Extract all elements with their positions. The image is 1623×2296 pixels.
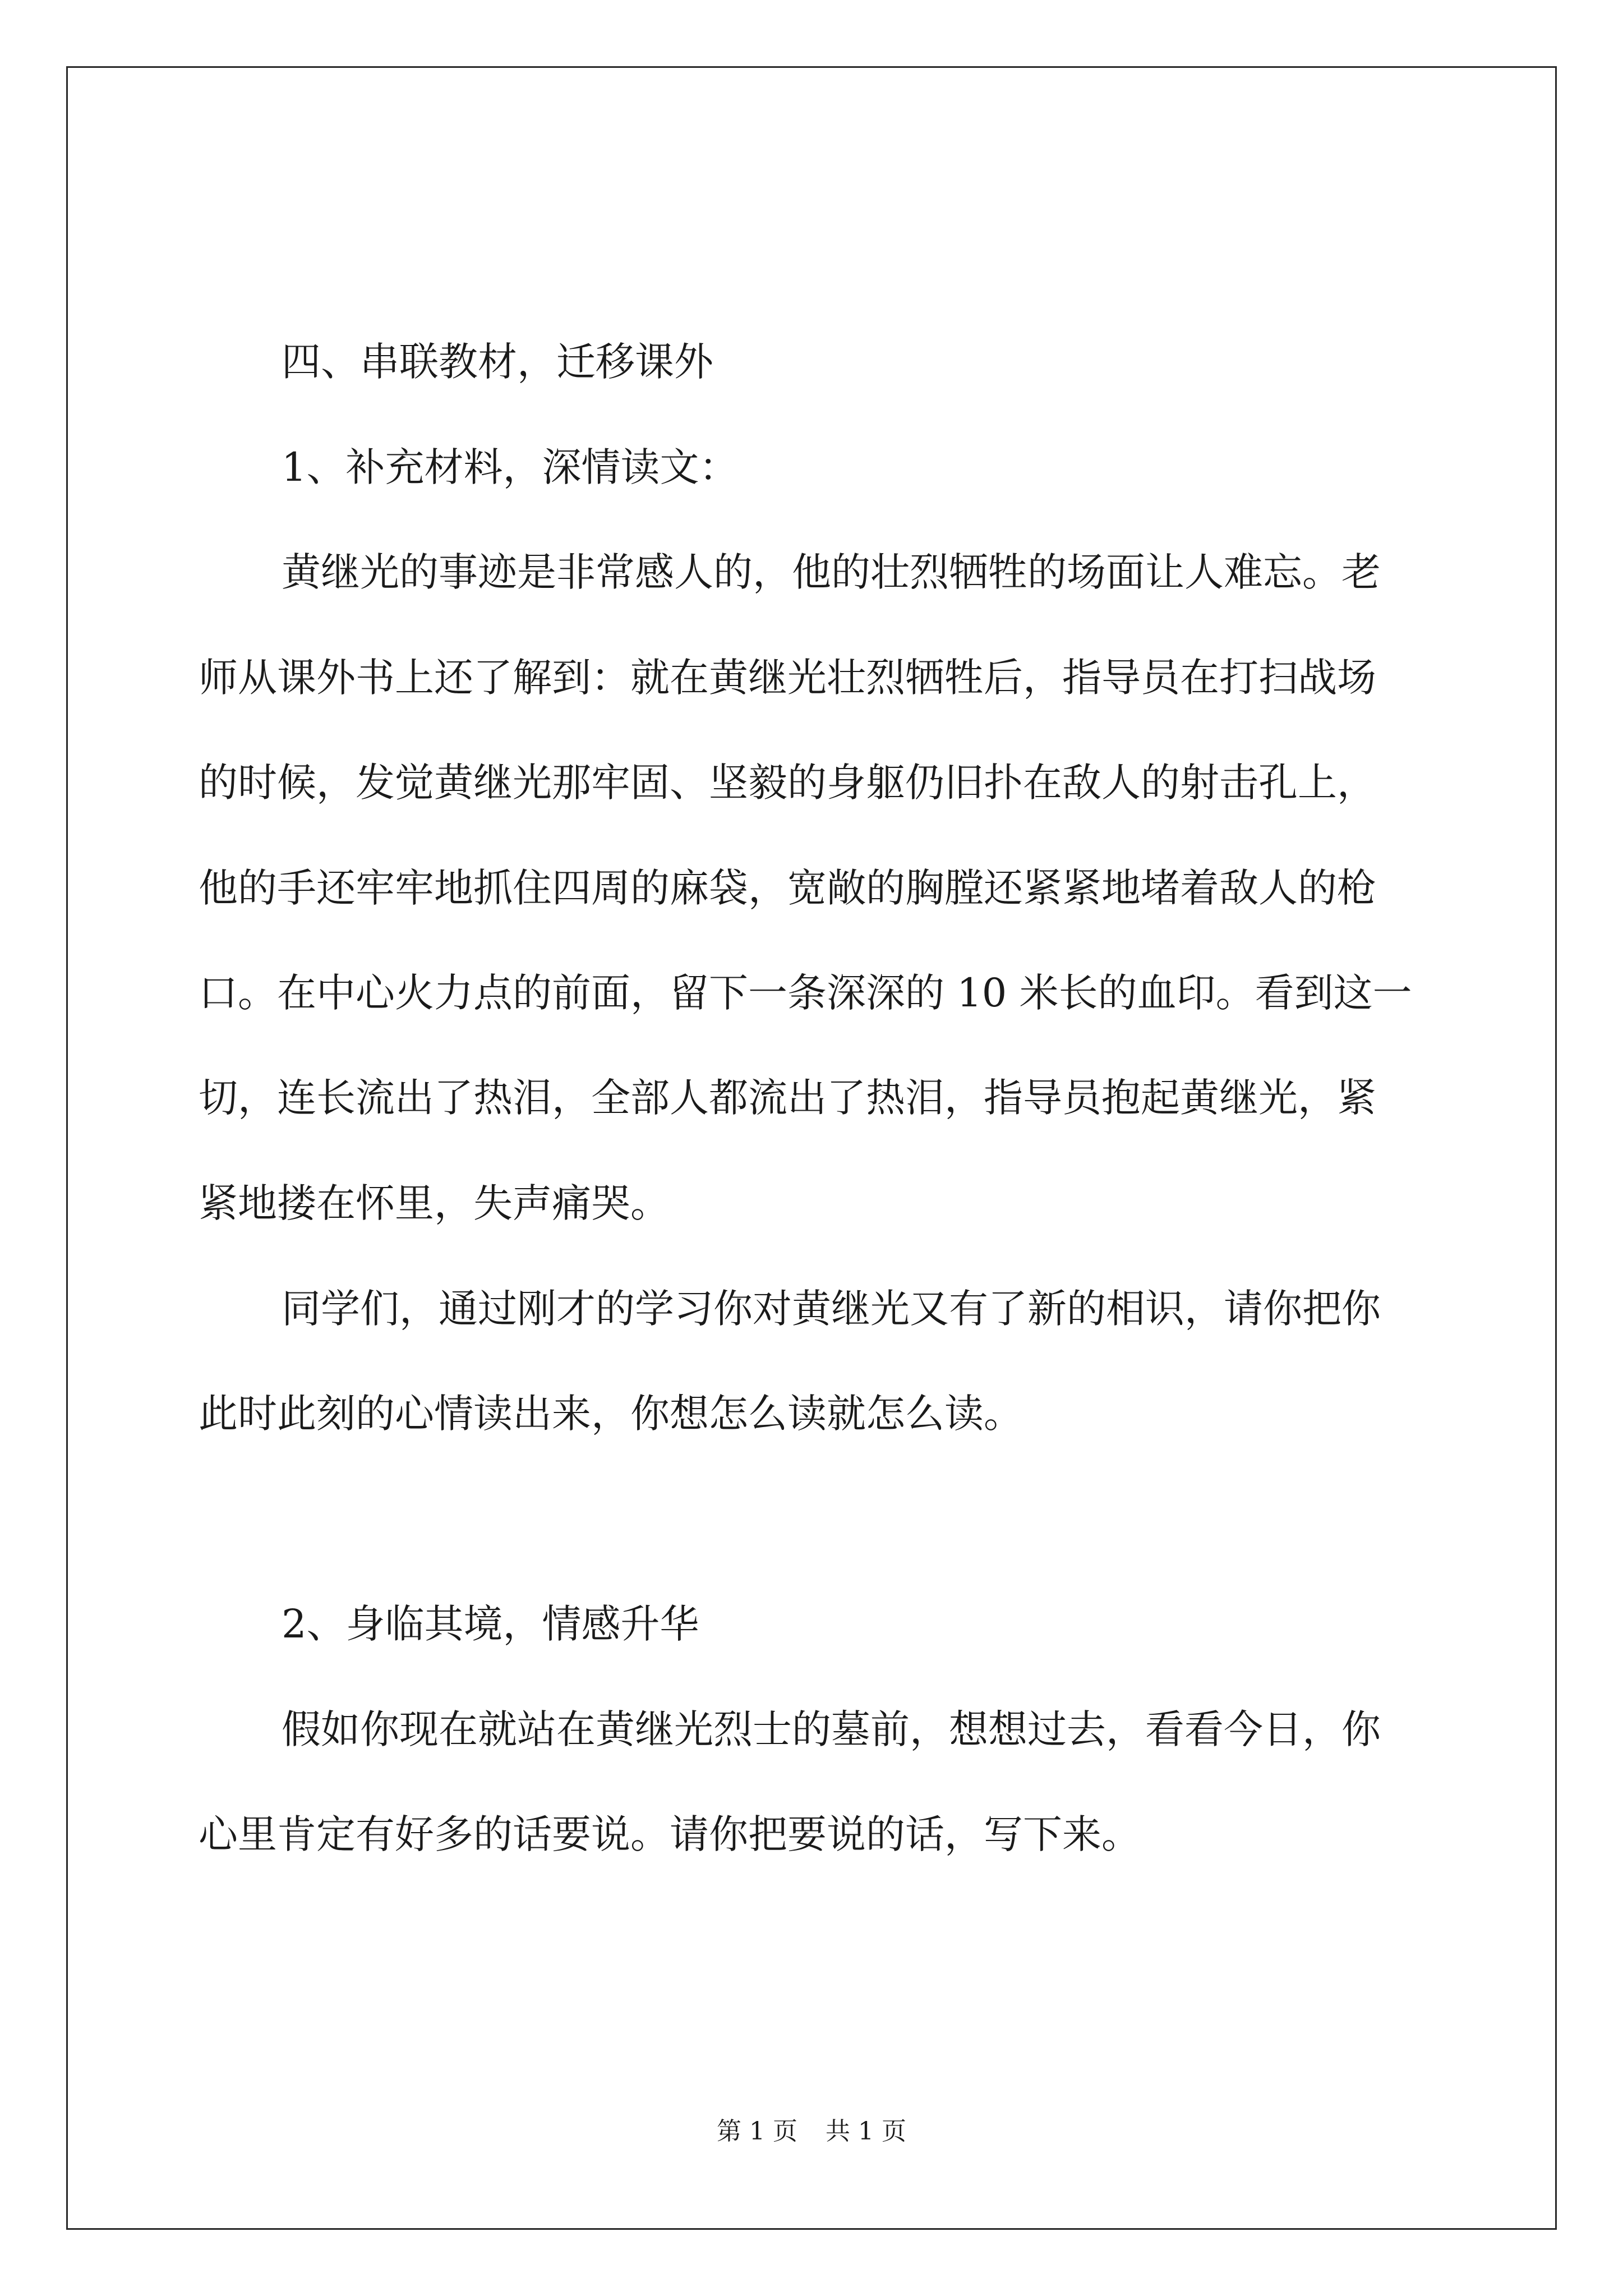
paragraph-1-line-4: 他的手还牢牢地抓住四周的麻袋，宽敞的胸膛还紧紧地堵着敌人的枪 <box>199 865 1376 911</box>
paragraph-1-line-2: 师从课外书上还了解到：就在黄继光壮烈牺牲后，指导员在打扫战场 <box>199 655 1376 701</box>
subsection-title-1: 1、补充材料，深情读文： <box>282 444 739 490</box>
page-total: 共 1 页 <box>826 2117 906 2146</box>
paragraph-3-line-1: 假如你现在就站在黄继光烈士的墓前，想想过去，看看今日，你 <box>282 1706 1381 1752</box>
paragraph-1-line-6: 切，连长流出了热泪，全部人都流出了热泪，指导员抱起黄继光，紧 <box>199 1075 1376 1121</box>
section-heading: 四、串联教材，迁移课外 <box>282 339 713 385</box>
paragraph-2-line-2: 此时此刻的心情读出来，你想怎么读就怎么读。 <box>199 1391 1023 1437</box>
page-footer <box>0 2115 1623 2148</box>
paragraph-1-line-7: 紧地搂在怀里，失声痛哭。 <box>199 1180 670 1226</box>
page-number: 第 1 页 <box>717 2117 797 2146</box>
page-border <box>66 66 1557 2230</box>
paragraph-2-line-1: 同学们，通过刚才的学习你对黄继光又有了新的相识，请你把你 <box>282 1286 1381 1332</box>
subsection-title-2: 2、身临其境，情感升华 <box>282 1601 699 1647</box>
paragraph-1-line-1: 黄继光的事迹是非常感人的，他的壮烈牺牲的场面让人难忘。老 <box>282 549 1381 595</box>
paragraph-3-line-2: 心里肯定有好多的话要说。请你把要说的话，写下来。 <box>199 1811 1141 1857</box>
paragraph-1-line-5: 口。在中心火力点的前面，留下一条深深的 10 米长的血印。看到这一 <box>199 970 1412 1016</box>
paragraph-1-line-3: 的时候，发觉黄继光那牢固、坚毅的身躯仍旧扑在敌人的射击孔上， <box>199 760 1376 806</box>
